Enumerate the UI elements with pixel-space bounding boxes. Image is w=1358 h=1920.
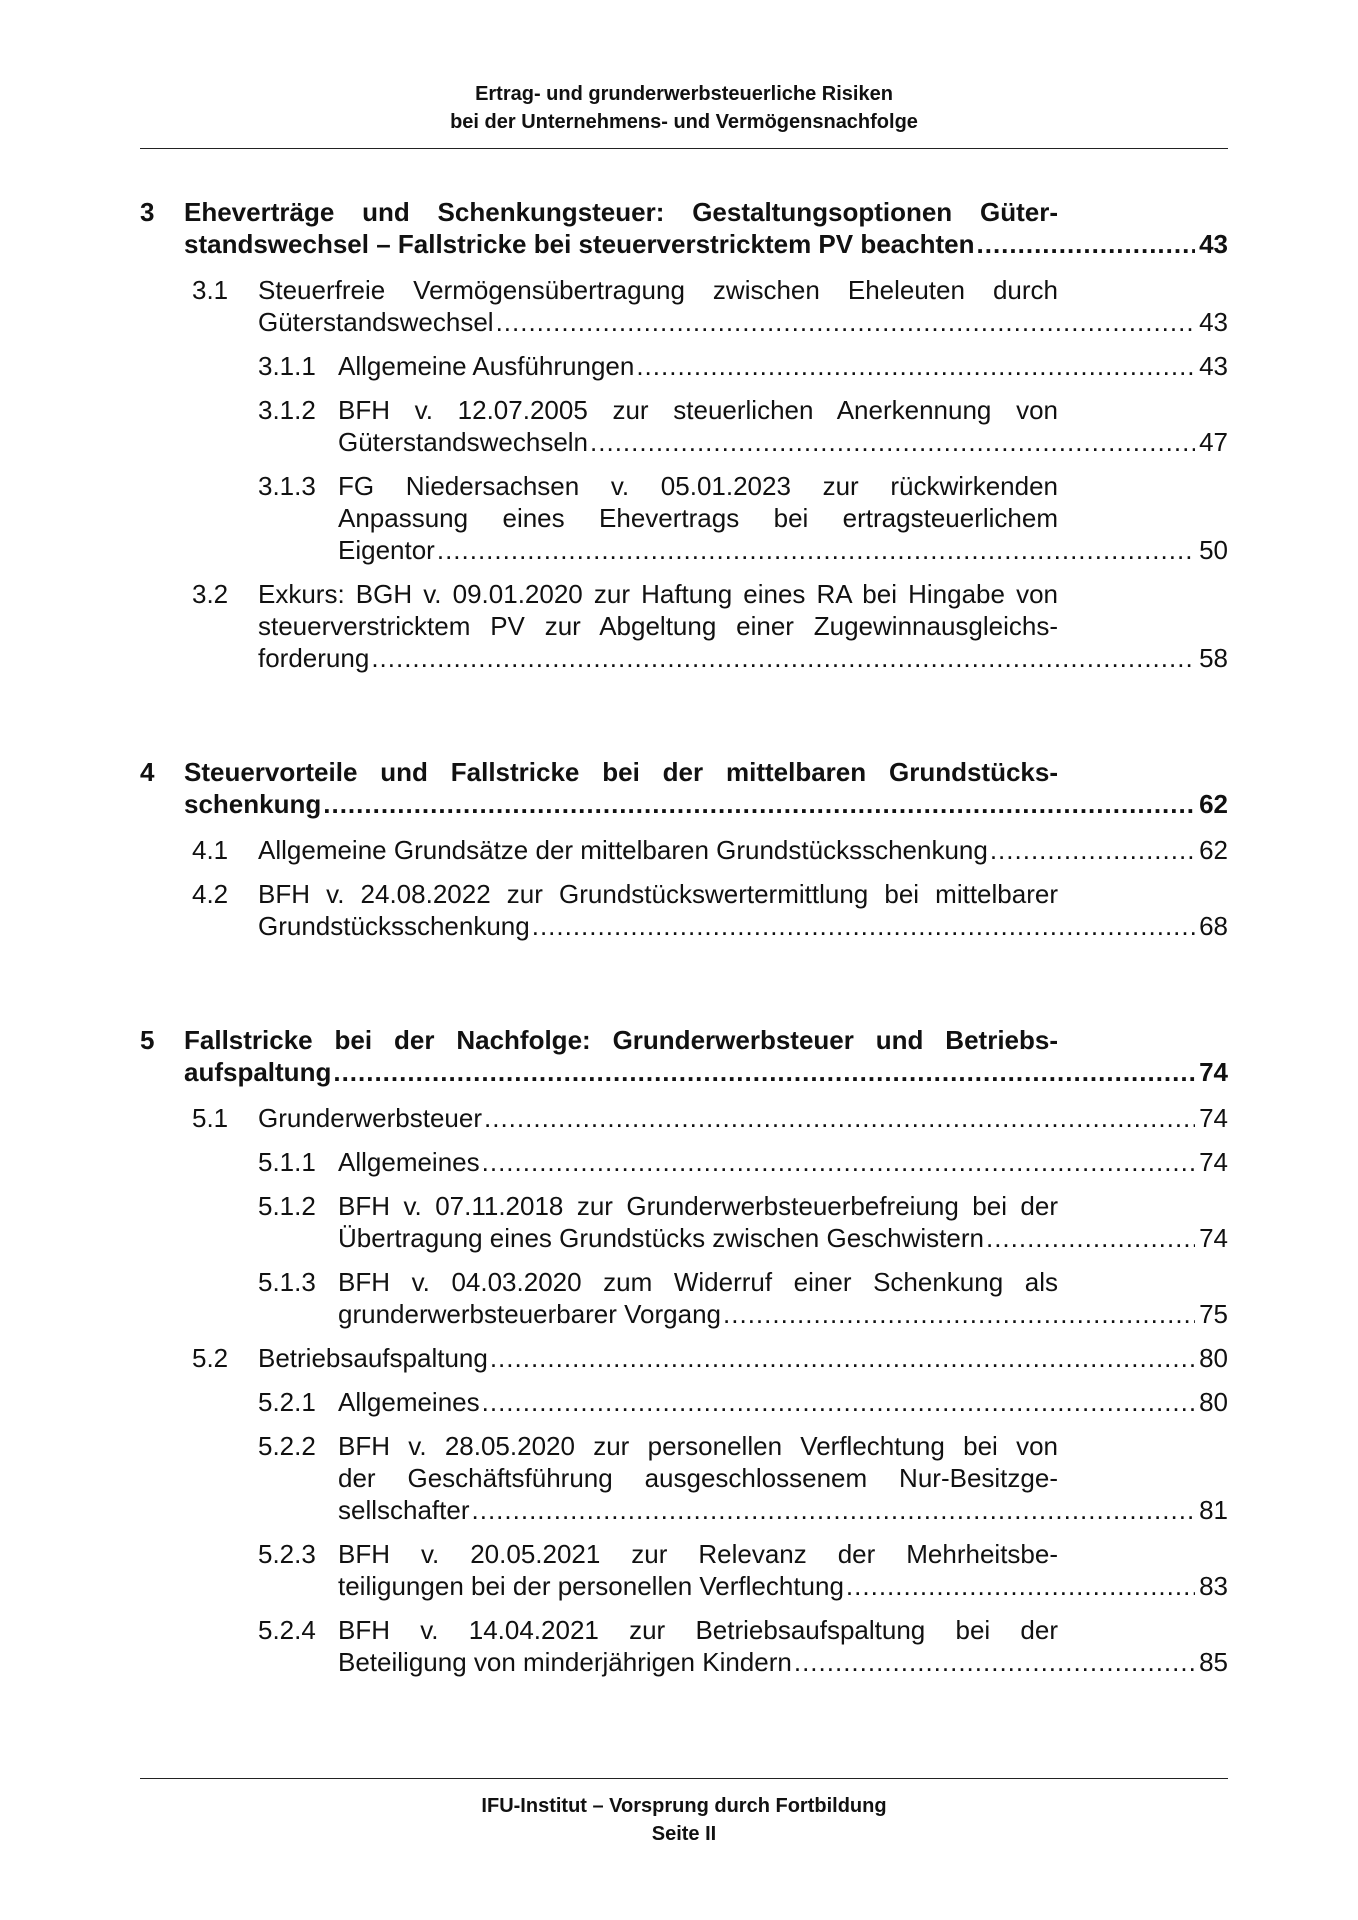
dot-leader [472,1494,1196,1526]
toc-entry[interactable] [140,1538,1228,1602]
toc-entry-page-number: 47 [1199,427,1228,457]
toc-entry-title-line: BFH v. 04.03.2020 zum Widerruf einer Schenkung als [338,1267,1058,1297]
toc-entry-number: 3 [140,197,155,227]
dot-leader [496,306,1196,338]
toc-entry-page-number: 80 [1199,1343,1228,1373]
toc-entry-title-line: der Geschäftsführung ausgeschlossenem Nur-Besitzge- [338,1463,1058,1493]
toc-entry-last-line [338,1146,1228,1178]
header-title-line-2: bei der Unternehmens- und Vermögensnachfolge [450,111,918,133]
toc-entry-title [184,1024,1228,1088]
toc-entry-title [258,834,1228,866]
toc-entry-number: 5.1.2 [258,1191,316,1221]
toc-entry-page-number: 85 [1199,1647,1228,1677]
toc-entry-page-number: 74 [1199,1147,1228,1177]
page-footer [140,1792,1228,1848]
toc-entry-title-line: Exkurs: BGH v. 09.01.2020 zur Haftung eines RA bei Hingabe von [258,579,1058,609]
toc-entry[interactable] [140,1024,1228,1088]
toc-entry-page-number: 83 [1199,1571,1228,1601]
toc-entry[interactable] [140,196,1228,260]
toc-entry-title-line: Grunderwerbsteuer [258,1103,482,1133]
toc-entry-title-line: Grundstücksschenkung [258,911,530,941]
toc-entry-page-number: 80 [1199,1387,1228,1417]
toc-entry-number: 3.1.2 [258,395,316,425]
dot-leader [437,534,1195,566]
toc-entry-title-line: Eigentor [338,535,435,565]
toc-entry[interactable] [140,1430,1228,1526]
toc-entry[interactable] [140,578,1228,674]
toc-entry-title [338,350,1228,382]
dot-leader [482,1146,1195,1178]
dot-leader [490,1342,1195,1374]
toc-entry-page-number: 68 [1199,911,1228,941]
toc-entry[interactable] [140,1266,1228,1330]
toc-entry-page-number: 81 [1199,1495,1228,1525]
toc-entry-title [258,1102,1228,1134]
toc-entry-title-line: Beteiligung von minderjährigen Kindern [338,1647,792,1677]
toc-entry-last-line [258,642,1228,674]
toc-entry-last-line [338,1646,1228,1678]
toc-entry-title-line: Allgemeines [338,1387,480,1417]
toc-entry[interactable] [140,878,1228,942]
dot-leader [794,1646,1195,1678]
toc-entry-number: 5.2.1 [258,1387,316,1417]
toc-entry-number: 3.2 [192,579,229,609]
toc-entry-title [338,394,1228,458]
toc-entry-last-line [258,1342,1228,1374]
toc-entry-title-line: Steuerfreie Vermögensübertragung zwischen Eheleuten durch [258,275,1058,305]
toc-entry-last-line [338,534,1228,566]
toc-entry-page-number: 62 [1199,789,1228,819]
toc-entry-number: 5.1.3 [258,1267,316,1297]
toc-entry[interactable] [140,1146,1228,1178]
toc-entry-number: 4.2 [192,879,229,909]
toc-entry-number: 4.1 [192,835,229,865]
toc-entry-title-line: grunderwerbsteuerbarer Vorgang [338,1299,722,1329]
toc-entry-title-line: Eheverträge und Schenkungsteuer: Gestaltungsoptionen Güter- [184,197,1058,227]
toc-entry-title-line: BFH v. 07.11.2018 zur Grunderwerbsteuerbefreiung bei der [338,1191,1058,1221]
toc-entry-last-line [338,1494,1228,1526]
toc-entry-last-line [184,788,1228,820]
toc-entry-title-line: Fallstricke bei der Nachfolge: Grunderwerbsteuer und Betriebs- [184,1025,1058,1055]
toc-entry-last-line [258,910,1228,942]
dot-leader [590,426,1195,458]
toc-entry[interactable] [140,394,1228,458]
page-header [140,80,1228,136]
toc-entry-title-line: teiligungen bei der personellen Verflechtung [338,1571,844,1601]
toc-entry-last-line [338,426,1228,458]
toc-entry-title-line: Güterstandswechseln [338,427,589,457]
toc-entry-last-line [258,306,1228,338]
toc-entry[interactable] [140,756,1228,820]
dot-leader [977,228,1196,260]
toc-entry-title-line: Übertragung eines Grundstücks zwischen Geschwistern [338,1223,984,1253]
toc-entry-last-line [184,228,1228,260]
footer-institute: IFU-Institut – Vorsprung durch Fortbildung [481,1795,887,1817]
toc-entry-last-line [338,1386,1228,1418]
toc-entry-title-line: Allgemeines [338,1147,480,1177]
toc-entry-title-line: BFH v. 14.04.2021 zur Betriebsaufspaltung bei der [338,1615,1058,1645]
footer-divider [140,1778,1228,1779]
toc-entry-title-line: Allgemeine Ausführungen [338,351,635,381]
toc-entry-title [258,274,1228,338]
dot-leader [482,1386,1195,1418]
toc-entry-title-line: Allgemeine Grundsätze der mittelbaren Grundstücksschenkung [258,835,988,865]
toc-entry-number: 4 [140,757,155,787]
toc-entry-last-line [338,350,1228,382]
toc-entry-title-line: BFH v. 28.05.2020 zur personellen Verflechtung bei von [338,1431,1058,1461]
dot-leader [723,1298,1195,1330]
toc-entry-title-line: BFH v. 12.07.2005 zur steuerlichen Anerkennung von [338,395,1058,425]
dot-leader [846,1570,1195,1602]
toc-entry-number: 5 [140,1025,155,1055]
toc-entry-page-number: 75 [1199,1299,1228,1329]
toc-entry-last-line [338,1222,1228,1254]
toc-entry[interactable] [140,1102,1228,1134]
toc-entry[interactable] [140,834,1228,866]
toc-entry-page-number: 43 [1199,307,1228,337]
dot-leader [636,350,1195,382]
toc-entry[interactable] [140,274,1228,338]
toc-entry-title [338,1538,1228,1602]
toc-entry-title [258,578,1228,674]
dot-leader [484,1102,1195,1134]
dot-leader [371,642,1195,674]
toc-entry[interactable] [140,1190,1228,1254]
toc-entry-title [258,1342,1228,1374]
toc-entry-title-line: FG Niedersachsen v. 05.01.2023 zur rückwirkenden [338,471,1058,501]
toc-entry-title [338,1190,1228,1254]
toc-entry-title-line: Güterstandswechsel [258,307,494,337]
toc-entry-last-line [258,834,1228,866]
toc-entry-page-number: 62 [1199,835,1228,865]
toc-entry-page-number: 74 [1199,1057,1228,1087]
toc-entry-title-line: Steuervorteile und Fallstricke bei der mittelbaren Grundstücks- [184,757,1058,787]
header-title-line-1: Ertrag- und grunderwerbsteuerliche Risiken [475,83,893,105]
toc-entry-number: 5.2 [192,1343,229,1373]
toc-entry-title-line: steuerverstricktem PV zur Abgeltung einer Zugewinnausgleichs- [258,611,1058,641]
toc-entry-last-line [338,1570,1228,1602]
toc-entry-number: 5.1 [192,1103,229,1133]
toc-entry[interactable] [140,1342,1228,1374]
section-spacer [140,686,1228,756]
toc-entry-title [338,470,1228,566]
toc-entry-page-number: 58 [1199,643,1228,673]
toc-entry-number: 5.2.2 [258,1431,316,1461]
table-of-contents [140,196,1228,1690]
toc-entry-page-number: 74 [1199,1223,1228,1253]
dot-leader [323,788,1195,820]
toc-entry-title-line: Betriebsaufspaltung [258,1343,488,1373]
toc-entry[interactable] [140,470,1228,566]
toc-entry-page-number: 50 [1199,535,1228,565]
toc-entry-title-line: Anpassung eines Ehevertrags bei ertragsteuerlichem [338,503,1058,533]
toc-entry-title-line: schenkung [184,789,322,819]
toc-entry-last-line [184,1056,1228,1088]
toc-entry-title [338,1266,1228,1330]
toc-entry-last-line [258,1102,1228,1134]
toc-entry-number: 3.1.1 [258,351,316,381]
toc-entry-title [184,196,1228,260]
toc-entry-number: 5.2.3 [258,1539,316,1569]
toc-entry-title-line: sellschafter [338,1495,470,1525]
toc-entry-title [184,756,1228,820]
toc-entry-number: 3.1 [192,275,229,305]
toc-entry-title-line: aufspaltung [184,1057,332,1087]
dot-leader [990,834,1195,866]
toc-entry-number: 5.1.1 [258,1147,316,1177]
toc-entry-title [338,1146,1228,1178]
toc-entry-last-line [338,1298,1228,1330]
toc-entry-page-number: 43 [1199,351,1228,381]
toc-entry-title-line: BFH v. 20.05.2021 zur Relevanz der Mehrheitsbe- [338,1539,1058,1569]
toc-entry-title [338,1386,1228,1418]
toc-entry[interactable] [140,1614,1228,1678]
toc-entry[interactable] [140,1386,1228,1418]
toc-entry-title-line: standswechsel – Fallstricke bei steuerverstricktem PV beachten [184,229,975,259]
toc-entry-number: 5.2.4 [258,1615,316,1645]
header-divider [140,148,1228,149]
toc-entry-page-number: 43 [1199,229,1228,259]
toc-entry-title [338,1614,1228,1678]
footer-page-number: Seite II [651,1823,717,1845]
toc-entry-title-line: forderung [258,643,370,673]
toc-entry-title-line: BFH v. 24.08.2022 zur Grundstückswertermittlung bei mittelbarer [258,879,1058,909]
toc-entry[interactable] [140,350,1228,382]
toc-entry-title [258,878,1228,942]
toc-entry-page-number: 74 [1199,1103,1228,1133]
dot-leader [986,1222,1195,1254]
toc-entry-title [338,1430,1228,1526]
dot-leader [333,1056,1195,1088]
toc-entry-number: 3.1.3 [258,471,316,501]
section-spacer [140,954,1228,1024]
dot-leader [532,910,1195,942]
